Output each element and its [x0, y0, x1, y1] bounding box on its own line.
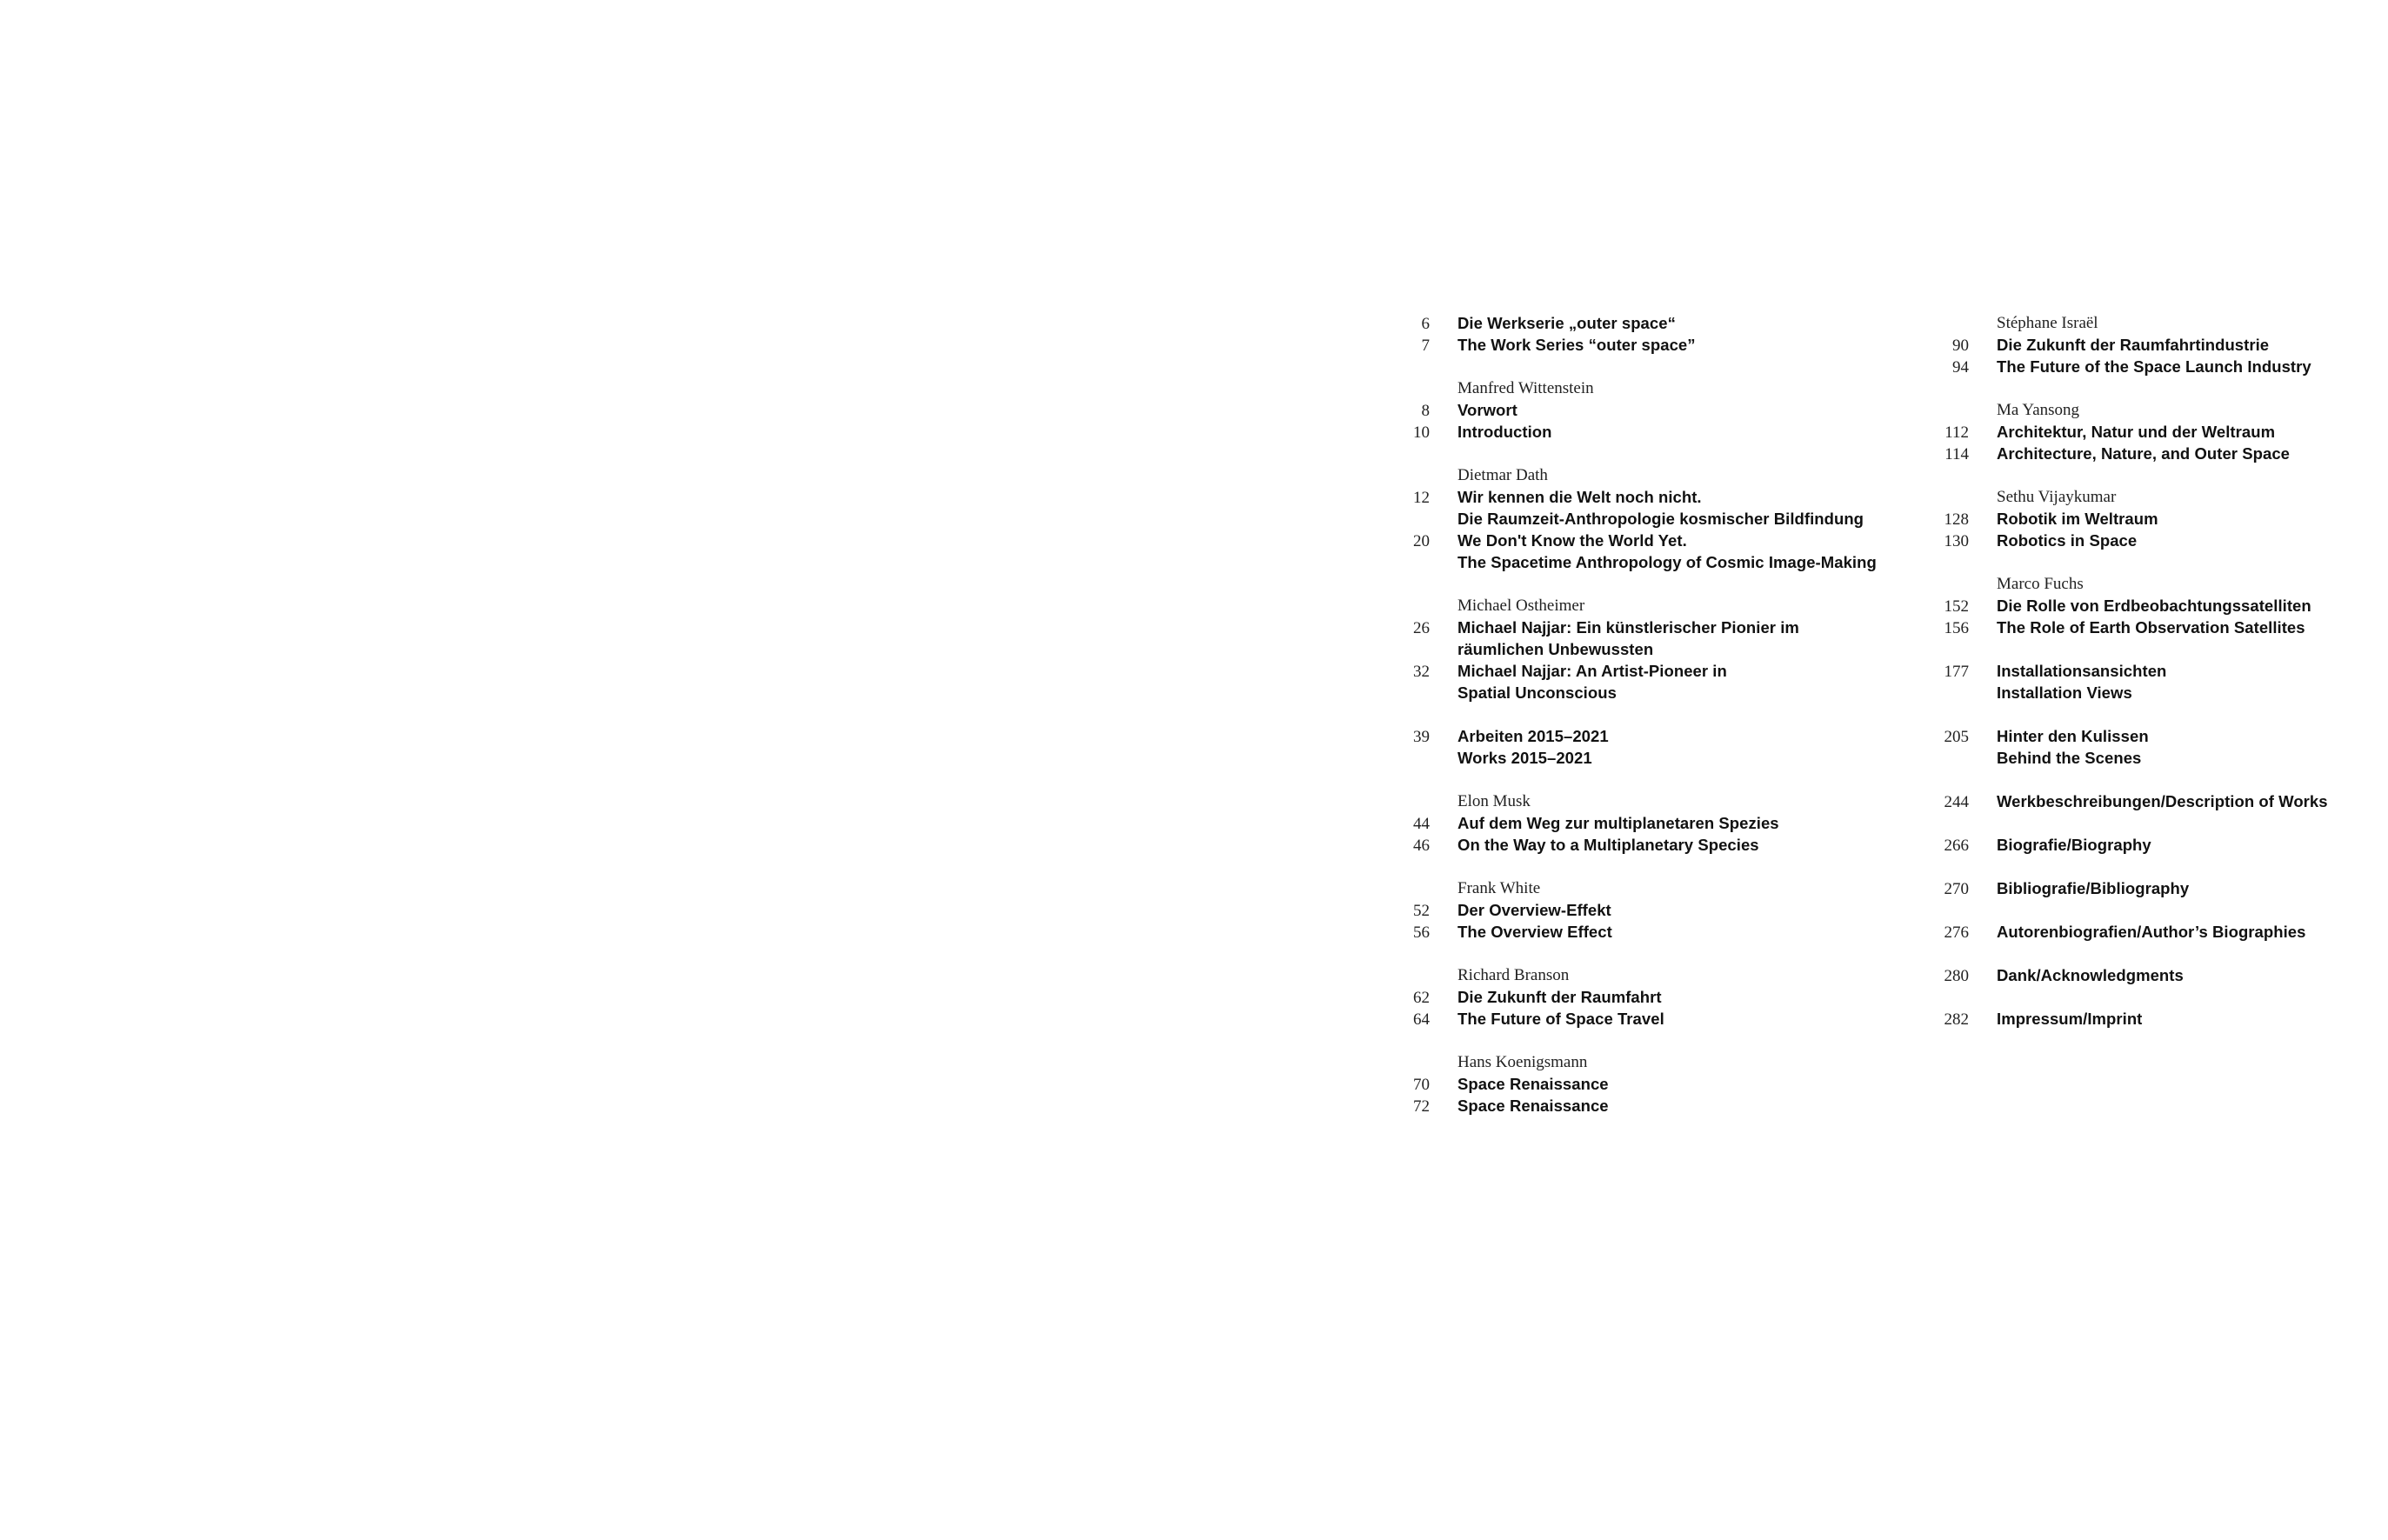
chapter-title: Bibliografie/Bibliography [1997, 879, 2190, 897]
author-line [1896, 399, 2365, 421]
page-number: 7 [1421, 337, 1430, 355]
author-name: Elon Musk [1457, 792, 1531, 810]
toc-line[interactable] [1357, 312, 1913, 334]
chapter-title: Autorenbiografien/Author’s Biographies [1997, 923, 2306, 941]
toc-line[interactable] [1357, 747, 1913, 769]
page-number: 72 [1413, 1097, 1430, 1116]
chapter-title: Michael Najjar: Ein künstlerischer Pionier im [1457, 618, 1799, 637]
chapter-title: räumlichen Unbewussten [1457, 640, 1654, 658]
page-number: 112 [1944, 423, 1969, 442]
page-number: 280 [1944, 967, 1969, 985]
toc-entry [1357, 725, 1913, 769]
chapter-title: Behind the Scenes [1997, 749, 2142, 767]
toc-column-left [1357, 312, 1913, 1138]
toc-entry [1357, 877, 1913, 943]
toc-line[interactable] [1896, 921, 2365, 943]
author-name: Dietmar Dath [1457, 466, 1548, 484]
toc-entry [1896, 790, 2365, 812]
page-number: 6 [1421, 315, 1430, 333]
toc-line[interactable] [1896, 356, 2365, 377]
page-number: 44 [1413, 815, 1430, 833]
chapter-title: Die Zukunft der Raumfahrt [1457, 988, 1662, 1006]
toc-line[interactable] [1357, 660, 1913, 682]
author-name: Frank White [1457, 879, 1541, 897]
page-number: 266 [1944, 837, 1969, 855]
toc-line[interactable] [1357, 486, 1913, 508]
page-number: 205 [1944, 728, 1969, 746]
chapter-title: We Don't Know the World Yet. [1457, 531, 1687, 550]
toc-line[interactable] [1896, 443, 2365, 464]
toc-entry [1896, 964, 2365, 986]
toc-line[interactable] [1896, 682, 2365, 703]
chapter-title: Dank/Acknowledgments [1997, 966, 2184, 984]
chapter-title: Die Zukunft der Raumfahrtindustrie [1997, 336, 2270, 354]
toc-line[interactable] [1357, 551, 1913, 573]
page-number: 39 [1413, 728, 1430, 746]
author-line [1896, 573, 2365, 595]
author-name: Michael Ostheimer [1457, 597, 1585, 615]
toc-line[interactable] [1357, 834, 1913, 856]
author-line [1357, 377, 1913, 399]
author-line [1357, 595, 1913, 617]
chapter-title: The Future of Space Travel [1457, 1010, 1664, 1028]
chapter-title: Hinter den Kulissen [1997, 727, 2149, 745]
page-number: 156 [1944, 619, 1969, 637]
toc-line[interactable] [1896, 747, 2365, 769]
toc-line[interactable] [1896, 834, 2365, 856]
toc-entry [1357, 595, 1913, 703]
chapter-title: Space Renaissance [1457, 1075, 1609, 1093]
toc-entry [1896, 877, 2365, 899]
chapter-title: The Future of the Space Launch Industry [1997, 357, 2311, 376]
page-number: 46 [1413, 837, 1430, 855]
toc-entry [1357, 312, 1913, 356]
chapter-title: Wir kennen die Welt noch nicht. [1457, 488, 1702, 506]
toc-line[interactable] [1896, 877, 2365, 899]
author-name: Ma Yansong [1997, 401, 2080, 419]
chapter-title: Werkbeschreibungen/Description of Works [1997, 792, 2328, 810]
toc-column-right [1896, 312, 2365, 1051]
author-line [1357, 1051, 1913, 1073]
author-name: Stéphane Israël [1997, 314, 2098, 332]
toc-line[interactable] [1357, 638, 1913, 660]
chapter-title: Space Renaissance [1457, 1097, 1609, 1115]
chapter-title: Arbeiten 2015–2021 [1457, 727, 1609, 745]
toc-entry [1896, 486, 2365, 551]
toc-entry [1357, 1051, 1913, 1117]
toc-line[interactable] [1896, 725, 2365, 747]
toc-line[interactable] [1357, 334, 1913, 356]
toc-entry [1896, 399, 2365, 464]
chapter-title: The Spacetime Anthropology of Cosmic Image-Making [1457, 553, 1877, 571]
chapter-title: Architektur, Natur und der Weltraum [1997, 423, 2276, 441]
toc-line[interactable] [1357, 1095, 1913, 1117]
chapter-title: The Overview Effect [1457, 923, 1612, 941]
toc-entry [1896, 921, 2365, 943]
chapter-title: Introduction [1457, 423, 1552, 441]
chapter-title: Installation Views [1997, 683, 2132, 702]
toc-entry [1357, 964, 1913, 1030]
page-number: 130 [1944, 532, 1969, 550]
chapter-title: Michael Najjar: An Artist-Pioneer in [1457, 662, 1727, 680]
chapter-title: Architecture, Nature, and Outer Space [1997, 444, 2290, 463]
author-line [1357, 464, 1913, 486]
page-number: 62 [1413, 989, 1430, 1007]
toc-line[interactable] [1357, 899, 1913, 921]
toc-line[interactable] [1357, 1073, 1913, 1095]
chapter-title: Der Overview-Effekt [1457, 901, 1611, 919]
toc-line[interactable] [1357, 508, 1913, 530]
page-number: 70 [1413, 1076, 1430, 1094]
author-line [1357, 877, 1913, 899]
author-line [1896, 312, 2365, 334]
page-number: 276 [1944, 923, 1969, 942]
toc-line[interactable] [1896, 508, 2365, 530]
toc-line[interactable] [1896, 530, 2365, 551]
toc-line[interactable] [1896, 660, 2365, 682]
toc-line[interactable] [1896, 334, 2365, 356]
toc-entry [1357, 377, 1913, 443]
chapter-title: On the Way to a Multiplanetary Species [1457, 836, 1759, 854]
toc-entry [1896, 660, 2365, 703]
page-number: 128 [1944, 510, 1969, 529]
page-number: 26 [1413, 619, 1430, 637]
chapter-title: Die Rolle von Erdbeobachtungssatelliten [1997, 597, 2311, 615]
toc-line[interactable] [1896, 617, 2365, 638]
toc-line[interactable] [1896, 421, 2365, 443]
page-number: 20 [1413, 532, 1430, 550]
toc-line[interactable] [1357, 986, 1913, 1008]
author-name: Marco Fuchs [1997, 575, 2084, 593]
toc-line[interactable] [1896, 595, 2365, 617]
page-number: 177 [1944, 663, 1969, 681]
toc-line[interactable] [1357, 1008, 1913, 1030]
page-number: 94 [1952, 358, 1969, 377]
chapter-title: The Work Series “outer space” [1457, 336, 1696, 354]
toc-entry [1357, 464, 1913, 573]
toc-entry [1896, 312, 2365, 377]
toc-line[interactable] [1896, 1008, 2365, 1030]
page-number: 10 [1413, 423, 1430, 442]
chapter-title: Auf dem Weg zur multiplanetaren Spezies [1457, 814, 1779, 832]
page-number: 32 [1413, 663, 1430, 681]
toc-line[interactable] [1357, 921, 1913, 943]
page-number: 12 [1413, 489, 1430, 507]
page-number: 114 [1944, 445, 1969, 463]
page-number: 270 [1944, 880, 1969, 898]
toc-entry [1896, 1008, 2365, 1030]
author-name: Sethu Vijaykumar [1997, 488, 2117, 506]
author-line [1357, 964, 1913, 986]
page-number: 90 [1952, 337, 1969, 355]
toc-line[interactable] [1357, 421, 1913, 443]
toc-line[interactable] [1357, 399, 1913, 421]
chapter-title: Impressum/Imprint [1997, 1010, 2143, 1028]
toc-line[interactable] [1357, 617, 1913, 638]
page-number: 152 [1944, 597, 1969, 616]
chapter-title: Biografie/Biography [1997, 836, 2151, 854]
author-name: Richard Branson [1457, 966, 1570, 984]
author-line [1896, 486, 2365, 508]
chapter-title: Works 2015–2021 [1457, 749, 1592, 767]
chapter-title: Robotics in Space [1997, 531, 2138, 550]
toc-line[interactable] [1896, 964, 2365, 986]
page-number: 244 [1944, 793, 1969, 811]
chapter-title: Die Raumzeit-Anthropologie kosmischer Bildfindung [1457, 510, 1864, 528]
author-name: Hans Koenigsmann [1457, 1053, 1588, 1071]
chapter-title: Vorwort [1457, 401, 1518, 419]
toc-line[interactable] [1357, 530, 1913, 551]
page-number: 64 [1413, 1010, 1430, 1029]
toc-entry [1896, 573, 2365, 638]
toc-entry [1896, 834, 2365, 856]
toc-line[interactable] [1357, 812, 1913, 834]
page-number: 56 [1413, 923, 1430, 942]
chapter-title: Robotik im Weltraum [1997, 510, 2158, 528]
page-number: 52 [1413, 902, 1430, 920]
author-line [1357, 790, 1913, 812]
author-name: Manfred Wittenstein [1457, 379, 1594, 397]
page-number: 282 [1944, 1010, 1969, 1029]
toc-entry [1896, 725, 2365, 769]
toc-line[interactable] [1357, 725, 1913, 747]
chapter-title: Spatial Unconscious [1457, 683, 1617, 702]
page-number: 8 [1421, 402, 1430, 420]
chapter-title: Installationsansichten [1997, 662, 2167, 680]
toc-line[interactable] [1896, 790, 2365, 812]
toc-line[interactable] [1357, 682, 1913, 703]
toc-entry [1357, 790, 1913, 856]
chapter-title: Die Werkserie „outer space“ [1457, 314, 1676, 332]
chapter-title: The Role of Earth Observation Satellites [1997, 618, 2305, 637]
